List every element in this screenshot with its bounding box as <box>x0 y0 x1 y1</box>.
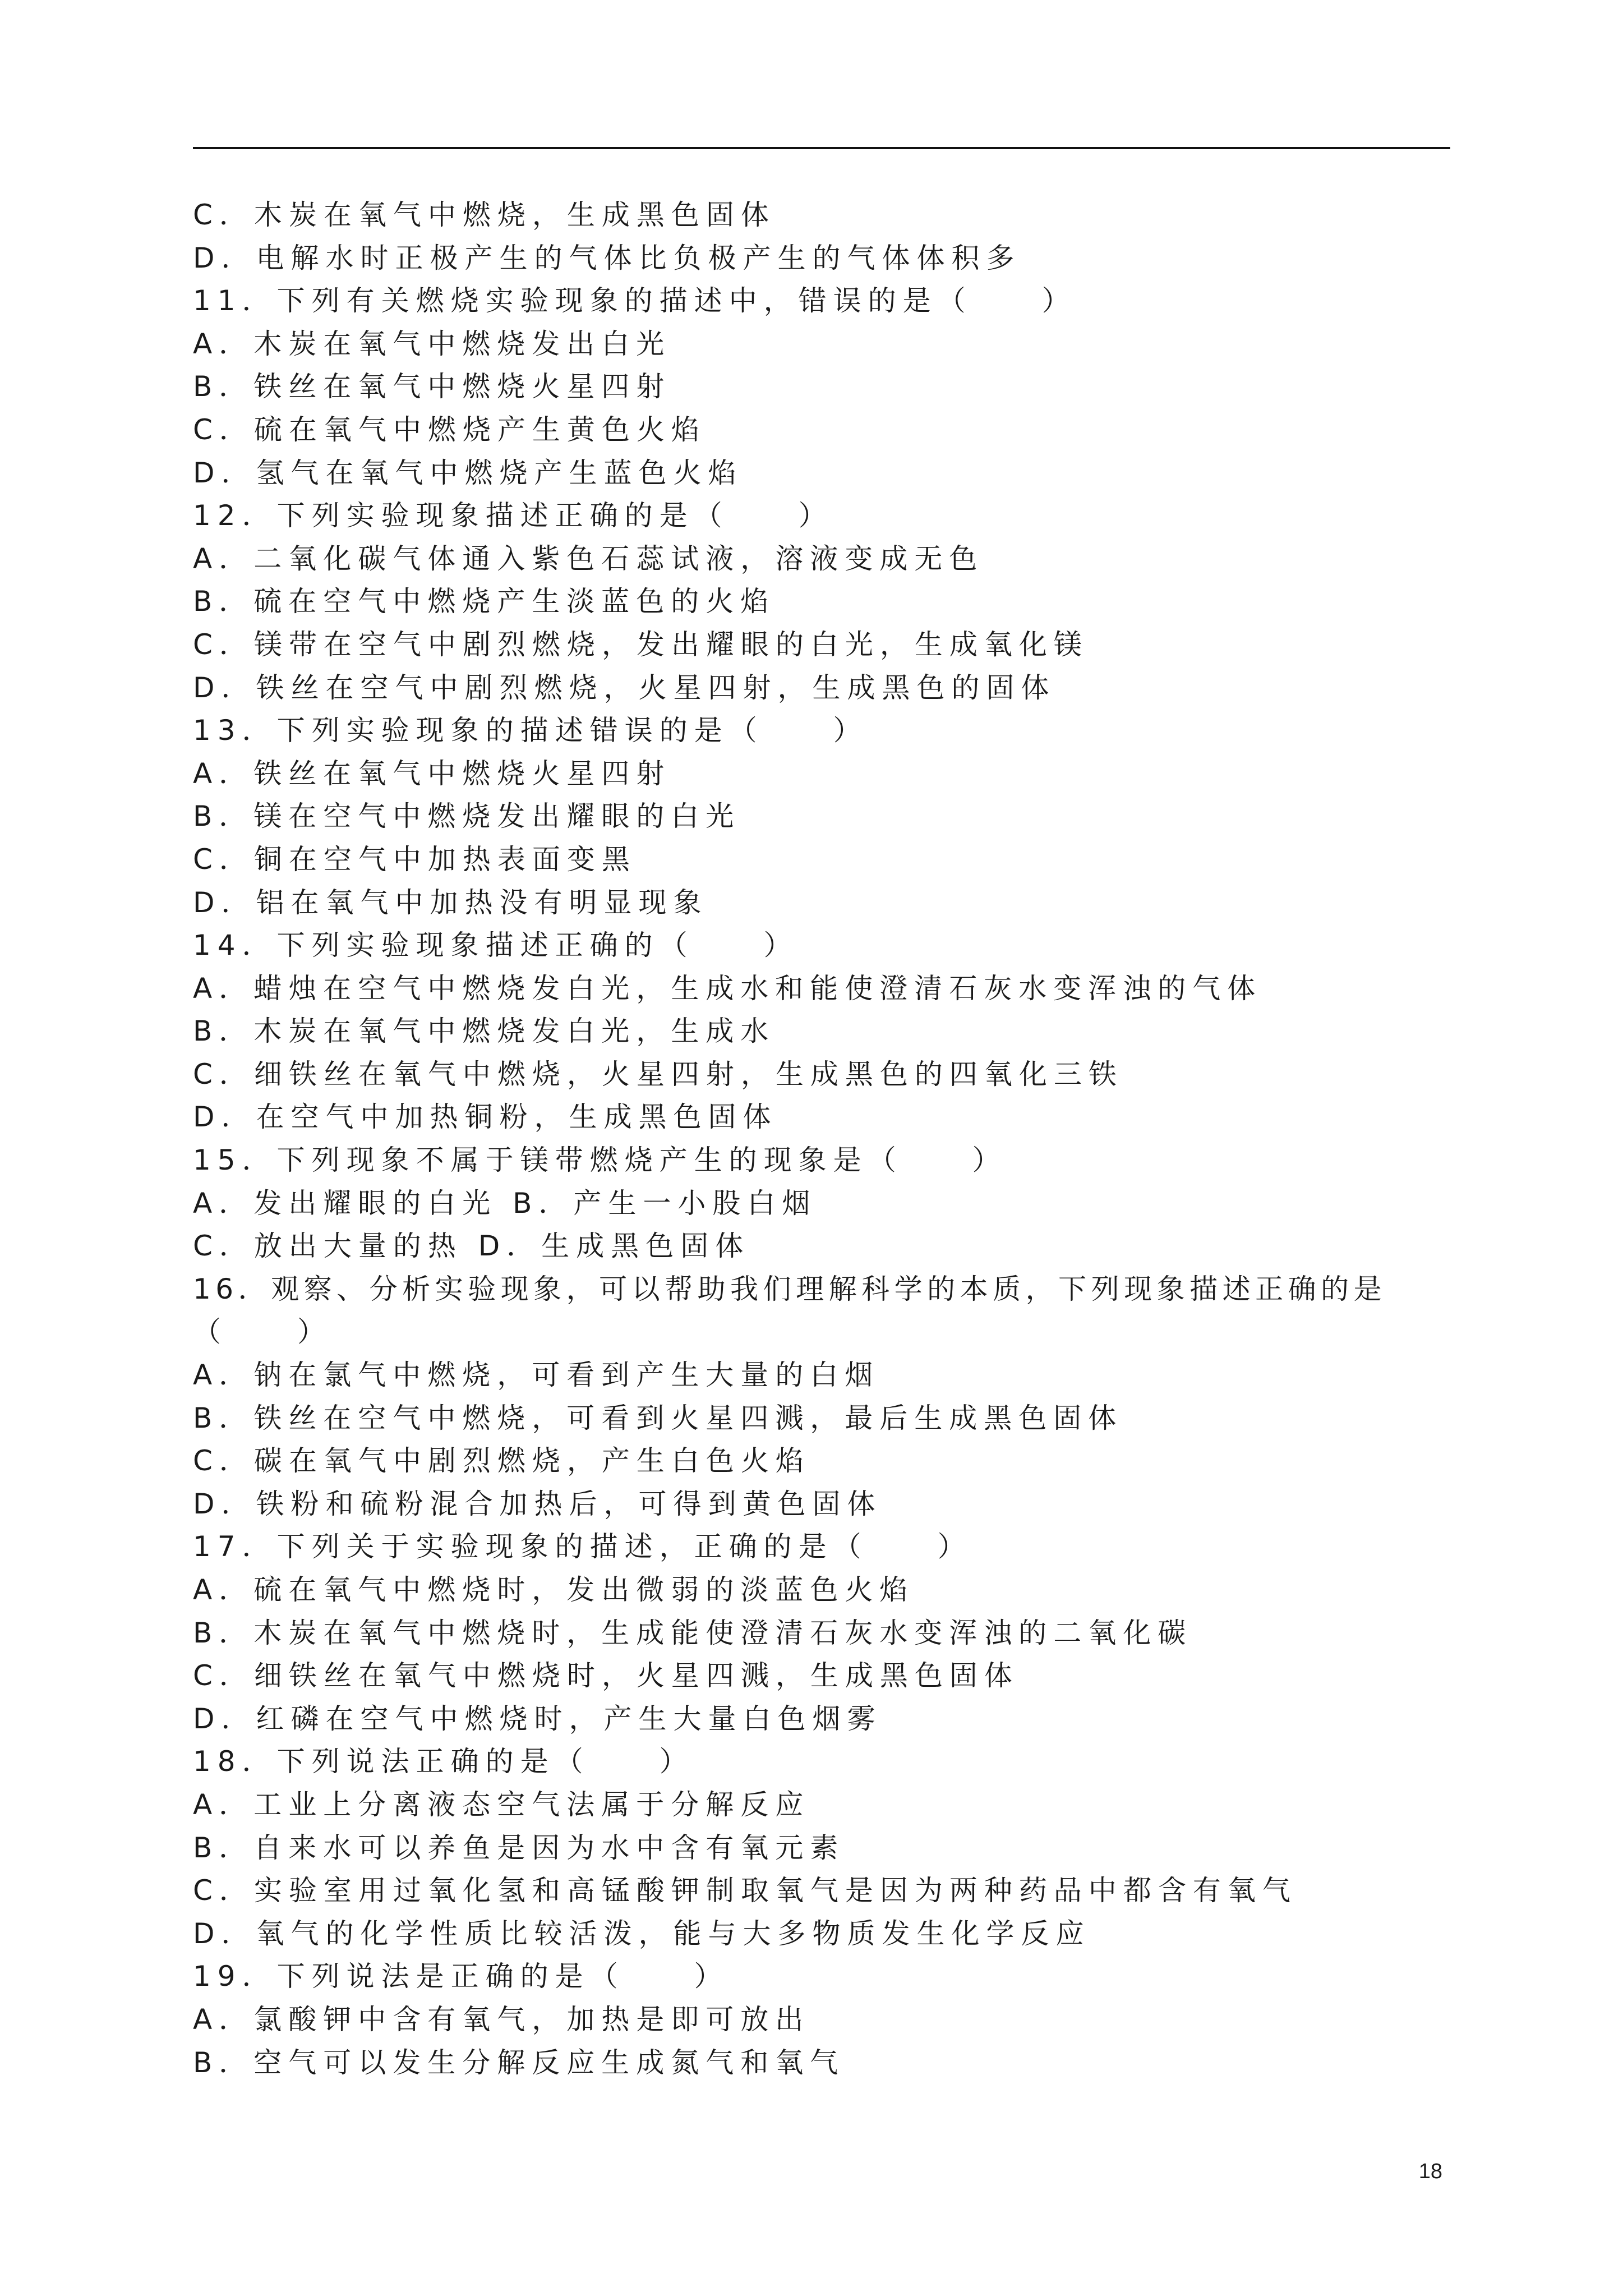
document-body <box>193 194 1450 2084</box>
option-a: A．蜡烛在空气中燃烧发白光，生成水和能使澄清石灰水变浑浊的气体 <box>193 972 1262 1005</box>
option-c-d: C．放出大量的热 D．生成黑色固体 <box>193 1230 750 1263</box>
option-d: D．铁粉和硫粉混合加热后，可得到黄色固体 <box>193 1487 882 1520</box>
question-19: 19．下列说法是正确的是（ ） <box>193 1960 729 1993</box>
question-14: 14．下列实验现象描述正确的（ ） <box>193 929 799 962</box>
question-16-continued: （ ） <box>193 1315 332 1349</box>
option-a: A．二氧化碳气体通入紫色石蕊试液，溶液变成无色 <box>193 542 984 575</box>
option-c: C．镁带在空气中剧烈燃烧，发出耀眼的白光，生成氧化镁 <box>193 628 1089 661</box>
option-b: B．铁丝在空气中燃烧，可看到火星四溅，最后生成黑色固体 <box>193 1401 1123 1434</box>
option-b: B．木炭在氧气中燃烧发白光，生成水 <box>193 1015 776 1048</box>
option-a-b: A．发出耀眼的白光 B．产生一小股白烟 <box>193 1186 817 1220</box>
option-d: D．氢气在氧气中燃烧产生蓝色火焰 <box>193 456 743 489</box>
option-a: A．钠在氯气中燃烧，可看到产生大量的白烟 <box>193 1359 880 1392</box>
question-12: 12．下列实验现象描述正确的是（ ） <box>193 499 833 532</box>
page-number: 18 <box>1418 2160 1442 2183</box>
option-d: D．氧气的化学性质比较活泼，能与大多物质发生化学反应 <box>193 1917 1091 1950</box>
option-a: A．氯酸钾中含有氧气，加热是即可放出 <box>193 2003 810 2036</box>
question-13: 13．下列实验现象的描述错误的是（ ） <box>193 714 868 747</box>
option-d: D．红磷在空气中燃烧时，产生大量白色烟雾 <box>193 1702 882 1735</box>
text-line: C．木炭在氧气中燃烧，生成黑色固体 <box>193 199 776 231</box>
option-d: D．铝在氧气中加热没有明显现象 <box>193 886 708 919</box>
option-c: C．硫在氧气中燃烧产生黄色火焰 <box>193 413 706 446</box>
question-18: 18．下列说法正确的是（ ） <box>193 1745 694 1778</box>
option-a: A．木炭在氧气中燃烧发出白光 <box>193 327 671 360</box>
question-16: 16．观察、分析实验现象，可以帮助我们理解科学的本质，下列现象描述正确的是 <box>193 1272 1387 1305</box>
option-b: B．空气可以发生分解反应生成氮气和氧气 <box>193 2046 845 2079</box>
option-d: D．铁丝在空气中剧烈燃烧，火星四射，生成黑色的固体 <box>193 671 1056 704</box>
option-b: B．铁丝在氧气中燃烧火星四射 <box>193 370 671 403</box>
option-b: B．木炭在氧气中燃烧时，生成能使澄清石灰水变浑浊的二氧化碳 <box>193 1616 1193 1649</box>
option-b: B．镁在空气中燃烧发出耀眼的白光 <box>193 800 741 833</box>
option-c: C．碳在氧气中剧烈燃烧，产生白色火焰 <box>193 1444 810 1478</box>
option-c: C．铜在空气中加热表面变黑 <box>193 843 637 876</box>
option-a: A．硫在氧气中燃烧时，发出微弱的淡蓝色火焰 <box>193 1573 915 1606</box>
question-15: 15．下列现象不属于镁带燃烧产生的现象是（ ） <box>193 1144 1007 1177</box>
question-17: 17．下列关于实验现象的描述，正确的是（ ） <box>193 1530 972 1563</box>
option-d: D．在空气中加热铜粉，生成黑色固体 <box>193 1101 778 1134</box>
header-rule <box>193 147 1450 149</box>
option-c: C．细铁丝在氧气中燃烧时，火星四溅，生成黑色固体 <box>193 1659 1019 1692</box>
option-a: A．工业上分离液态空气法属于分解反应 <box>193 1788 810 1821</box>
option-c: C．实验室用过氧化氢和高锰酸钾制取氧气是因为两种药品中都含有氧气 <box>193 1874 1297 1907</box>
option-a: A．铁丝在氧气中燃烧火星四射 <box>193 757 671 790</box>
question-11: 11．下列有关燃烧实验现象的描述中，错误的是（ ） <box>193 284 1077 318</box>
text-line: D．电解水时正极产生的气体比负极产生的气体体积多 <box>193 241 1021 274</box>
option-c: C．细铁丝在氧气中燃烧，火星四射，生成黑色的四氧化三铁 <box>193 1057 1123 1091</box>
option-b: B．硫在空气中燃烧产生淡蓝色的火焰 <box>193 585 776 618</box>
option-b: B．自来水可以养鱼是因为水中含有氧元素 <box>193 1831 845 1864</box>
